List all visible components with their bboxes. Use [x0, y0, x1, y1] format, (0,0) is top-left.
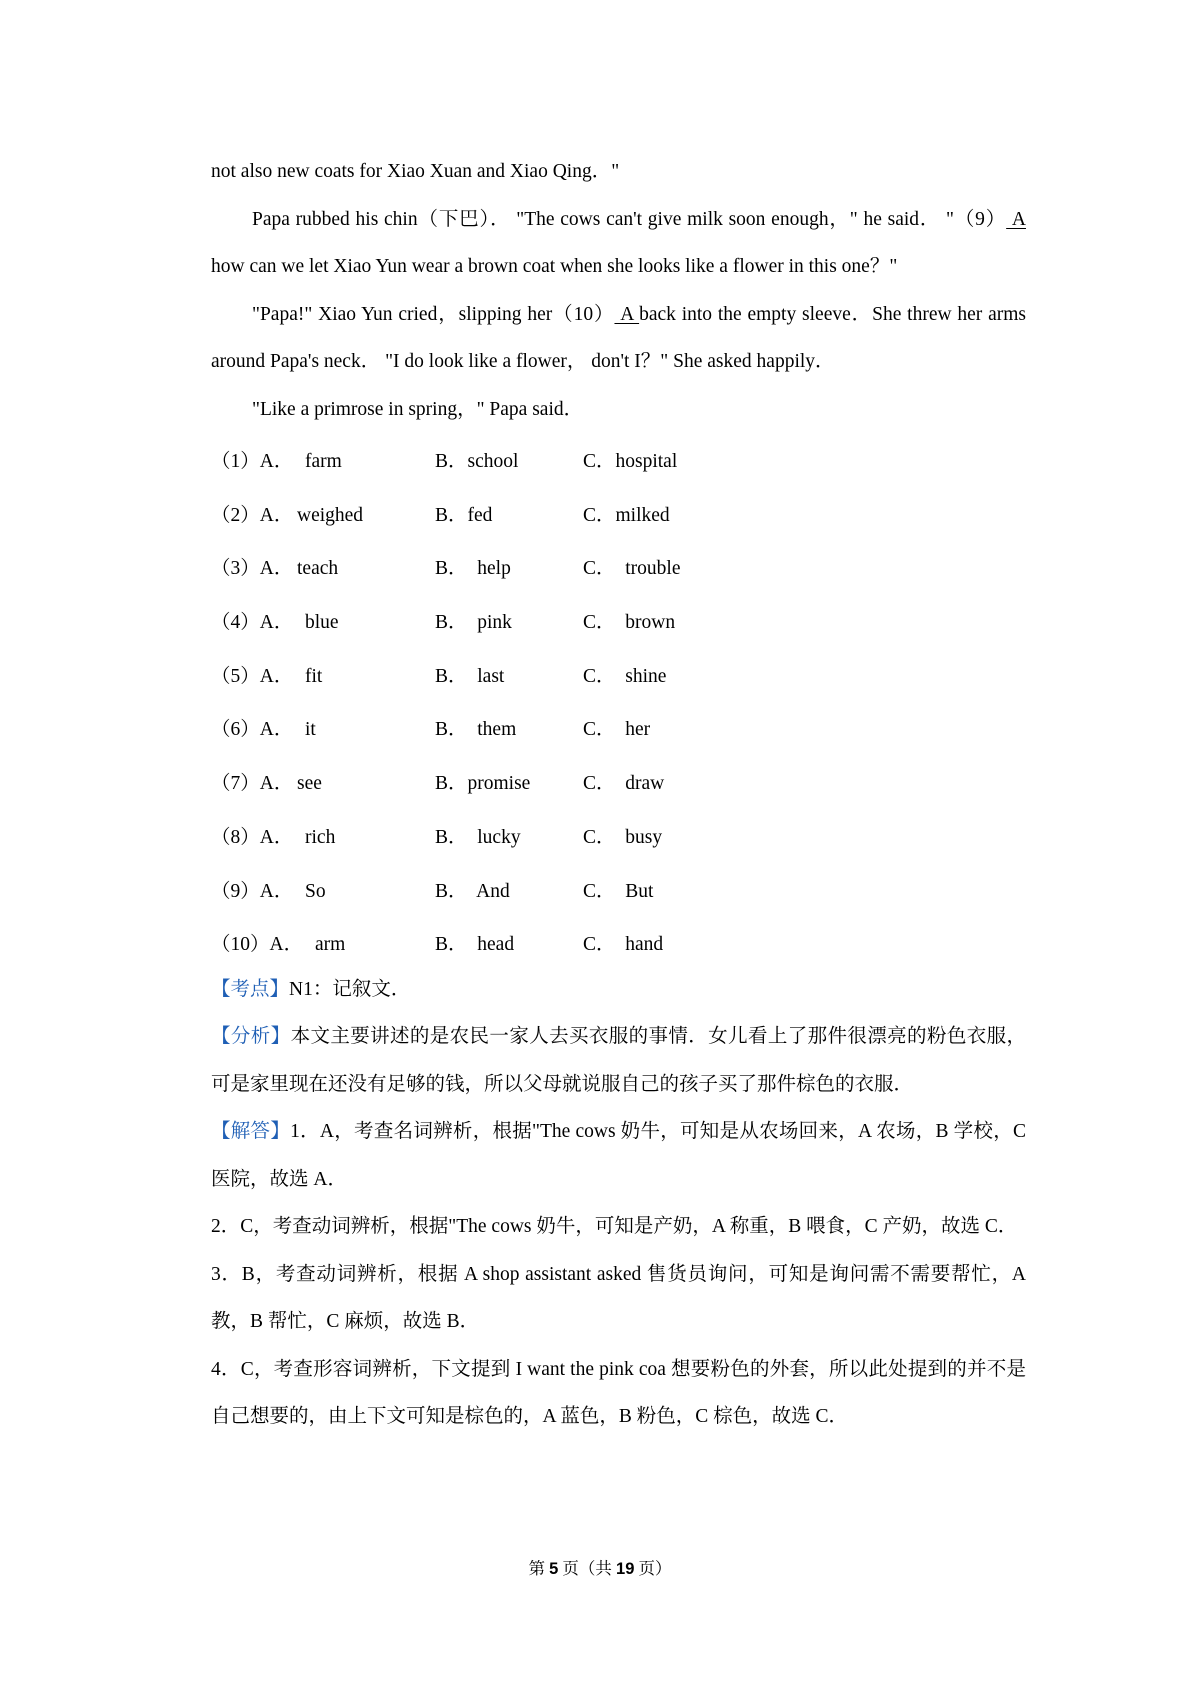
option-c: C． brown: [583, 612, 676, 634]
kaodian-text: N1：记叙文．: [289, 978, 411, 1000]
option-row: [211, 542, 1026, 596]
jieda-text: 1．A，考查名词辨析，根据"The cows 奶牛，可知是从农场回来，A 农场，B 学校，C 医院，故选 A．: [211, 1121, 1026, 1190]
jieda-tag: 【解答】: [211, 1121, 291, 1143]
kaodian-section: [211, 966, 1026, 1014]
fenxi-tag: 【分析】: [211, 1026, 291, 1048]
option-c: C． But: [583, 880, 654, 902]
option-a: rich: [305, 826, 336, 848]
page-number: 5: [549, 1560, 559, 1578]
option-b: B． lucky: [435, 826, 521, 848]
question-number: （10）A．: [211, 934, 304, 956]
option-c: C． her: [583, 719, 651, 741]
option-a: So: [305, 880, 326, 902]
answer-blank: A: [1006, 208, 1026, 230]
option-c: C． draw: [583, 773, 665, 795]
story-line: not also new coats for Xiao Xuan and Xiao Qing．": [211, 161, 620, 182]
option-b: B． last: [435, 665, 505, 687]
option-c: C． hand: [583, 934, 664, 956]
answer-item: 2．C，考查动词辨析，根据"The cows 奶牛，可知是产奶，A 称重，B 喂食，C 产奶，故选 C．: [211, 1216, 1018, 1238]
answer-blank: A: [614, 303, 640, 325]
story-paragraph: "Like a primrose in spring，" Papa said．: [252, 398, 584, 420]
option-b: B．school: [435, 451, 519, 472]
question-number: （1）A．: [211, 451, 294, 472]
option-row: [211, 918, 1026, 972]
footer-middle: 页（共: [558, 1559, 617, 1578]
option-row: [211, 865, 1026, 919]
option-c: C． trouble: [583, 558, 681, 580]
question-number: （9）A．: [211, 880, 294, 902]
option-a: weighed: [297, 504, 364, 526]
question-number: （4）A．: [211, 612, 294, 634]
option-a: it: [305, 719, 316, 741]
total-pages: 19: [616, 1560, 635, 1578]
option-c: C． busy: [583, 826, 663, 848]
option-b: B． head: [435, 934, 515, 956]
option-b: B．promise: [435, 773, 531, 795]
story-paragraph: [211, 291, 1026, 386]
question-number: （8）A．: [211, 826, 294, 848]
option-row: [211, 489, 1026, 543]
story-text: Papa rubbed his chin（下巴）． "The cows can't give milk soon enough，" he said． "（9）: [252, 208, 1007, 230]
jieda-section: [211, 1108, 1026, 1203]
option-row: [211, 757, 1026, 811]
option-row: [211, 650, 1026, 704]
option-b: B．fed: [435, 504, 493, 526]
story-paragraph: [211, 196, 1026, 291]
fenxi-text: 本文主要讲述的是农民一家人去买衣服的事情．女儿看上了那件很漂亮的粉色衣服，可是家里现在还没有足够的钱，所以父母就说服自己的孩子买了那件棕色的衣服．: [211, 1026, 1026, 1095]
options-list: [211, 435, 1026, 972]
option-a: blue: [305, 612, 339, 634]
question-number: （5）A．: [211, 665, 294, 687]
option-a: teach: [297, 558, 339, 580]
option-c: C．hospital: [583, 451, 678, 472]
answer-item: 4．C，考查形容词辨析，下文提到 I want the pink coa 想要粉色的外套，所以此处提到的并不是自己想要的，由上下文可知是棕色的，A 蓝色，B 粉色，C 棕色，故选 C．: [211, 1358, 1026, 1428]
option-a: see: [297, 773, 322, 795]
option-b: B． help: [435, 558, 511, 580]
footer-suffix: 页）: [634, 1559, 672, 1578]
option-row: [211, 435, 1026, 489]
document-body: [211, 148, 1026, 1441]
option-c: C． shine: [583, 665, 667, 687]
question-number: （2）A．: [211, 504, 294, 526]
option-row: [211, 703, 1026, 757]
kaodian-tag: 【考点】: [211, 978, 290, 1000]
option-a: farm: [305, 451, 342, 472]
answer-item: 3．B，考查动词辨析，根据 A shop assistant asked 售货员询问，可知是询问需不需要帮忙，A 教，B 帮忙，C 麻烦，故选 B．: [211, 1263, 1026, 1333]
option-row: [211, 811, 1026, 865]
option-row: [211, 596, 1026, 650]
option-c: C．milked: [583, 504, 670, 526]
question-number: （7）A．: [211, 773, 294, 795]
question-number: （3）A．: [211, 558, 294, 580]
footer-prefix: 第: [528, 1559, 550, 1578]
option-b: B． And: [435, 880, 510, 902]
option-b: B． pink: [435, 612, 512, 634]
page-footer: [0, 1555, 1200, 1579]
option-a: fit: [305, 665, 323, 687]
option-b: B． them: [435, 719, 517, 741]
story-text: "Papa!" Xiao Yun cried，slipping her（10）: [252, 303, 615, 325]
story-text: how can we let Xiao Yun wear a brown coat when she looks like a flower in this one？": [211, 256, 898, 277]
question-number: （6）A．: [211, 719, 294, 741]
option-a: arm: [315, 934, 346, 956]
fenxi-section: [211, 1013, 1026, 1108]
story-text: back into the empty sleeve．She threw her arms around Papa's neck． "I do look like a flower， don't I？" She asked happily．: [211, 303, 1026, 372]
